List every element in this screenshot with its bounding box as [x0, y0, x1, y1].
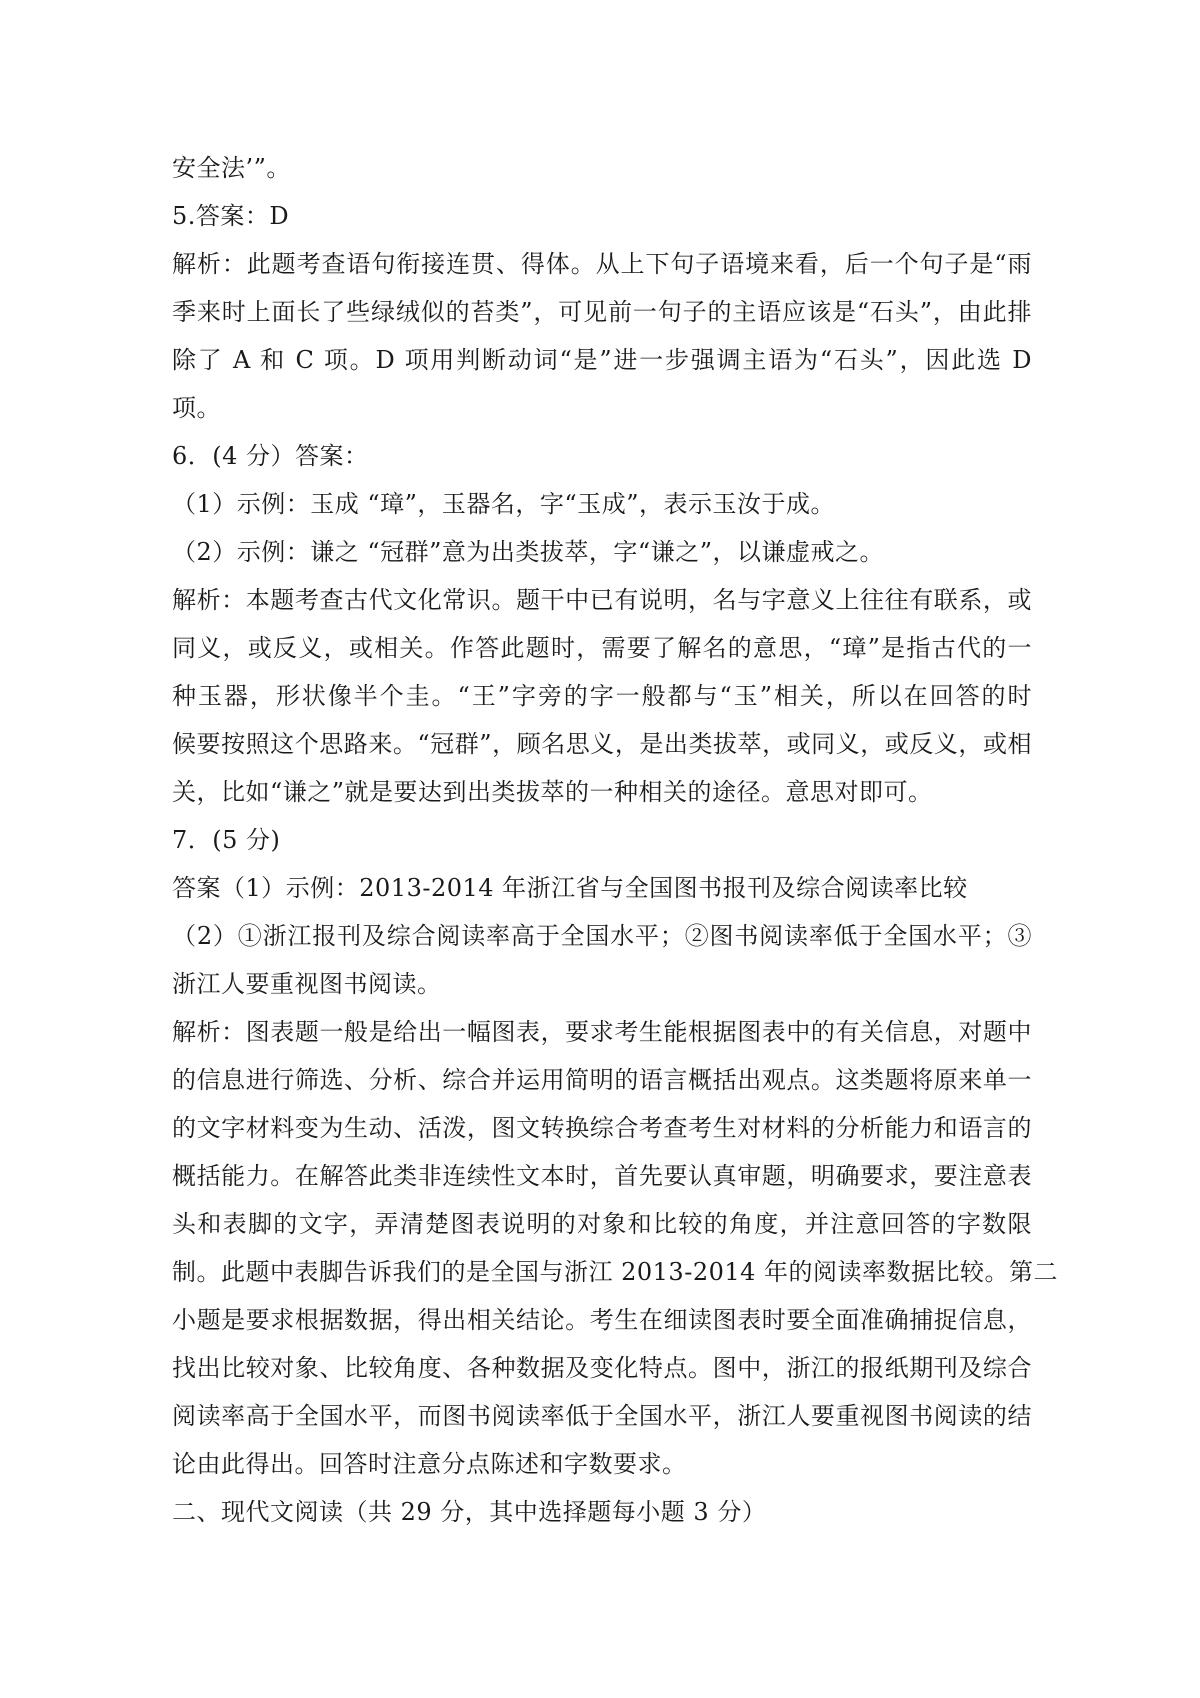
text-line: 阅读率高于全国水平，而图书阅读率低于全国水平，浙江人要重视图书阅读的结	[172, 1402, 1032, 1430]
answer-5-heading: 5.答案：D	[172, 202, 290, 230]
text-line: 概括能力。在解答此类非连续性文本时，首先要认真审题，明确要求，要注意表	[172, 1162, 1032, 1190]
text-line: 除了 A 和 C 项。D 项用判断动词“是”进一步强调主语为“石头”，因此选 D	[172, 346, 1032, 374]
text-line: 安全法’”。	[172, 154, 291, 182]
text-line: 答案（1）示例：2013-2014 年浙江省与全国图书报刊及综合阅读率比较	[172, 874, 968, 902]
text-line: 的文字材料变为生动、活泼，图文转换综合考查考生对材料的分析能力和语言的	[172, 1114, 1032, 1142]
text-line: 浙江人要重视图书阅读。	[172, 970, 442, 998]
text-line: （2）示例：谦之 “冠群”意为出类拔萃，字“谦之”，以谦虚戒之。	[172, 538, 884, 566]
text-line: 解析：图表题一般是给出一幅图表，要求考生能根据图表中的有关信息，对题中	[172, 1018, 1032, 1046]
text-line: 项。	[172, 394, 221, 422]
text-line: 解析：此题考查语句衔接连贯、得体。从上下句子语境来看，后一个句子是“雨	[172, 250, 1032, 278]
text-line: 头和表脚的文字，弄清楚图表说明的对象和比较的角度，并注意回答的字数限	[172, 1210, 1032, 1238]
text-line: 的信息进行筛选、分析、综合并运用简明的语言概括出观点。这类题将原来单一	[172, 1066, 1032, 1094]
text-line: 制。此题中表脚告诉我们的是全国与浙江 2013-2014 年的阅读率数据比较。第二	[172, 1258, 1059, 1286]
text-line: （2）①浙江报刊及综合阅读率高于全国水平；②图书阅读率低于全国水平；③	[172, 922, 1032, 950]
text-line: （1）示例：玉成 “璋”，玉器名，字“玉成”，表示玉汝于成。	[172, 490, 835, 518]
question-6-heading: 6．(4 分）答案：	[172, 442, 369, 470]
text-line: 候要按照这个思路来。“冠群”，顾名思义，是出类拔萃，或同义，或反义，或相	[172, 730, 1032, 758]
section-heading: 二、现代文阅读（共 29 分，其中选择题每小题 3 分）	[172, 1498, 767, 1526]
text-line: 同义，或反义，或相关。作答此题时，需要了解名的意思，“璋”是指古代的一	[172, 634, 1032, 662]
text-line: 关，比如“谦之”就是要达到出类拔萃的一种相关的途径。意思对即可。	[172, 778, 933, 806]
text-line: 种玉器，形状像半个圭。“王”字旁的字一般都与“玉”相关，所以在回答的时	[172, 682, 1032, 710]
text-line: 解析：本题考查古代文化常识。题干中已有说明，名与字意义上往往有联系，或	[172, 586, 1032, 614]
text-line: 论由此得出。回答时注意分点陈述和字数要求。	[172, 1450, 687, 1478]
text-line: 找出比较对象、比较角度、各种数据及变化特点。图中，浙江的报纸期刊及综合	[172, 1354, 1032, 1382]
text-line: 季来时上面长了些绿绒似的苔类”，可见前一句子的主语应该是“石头”，由此排	[172, 298, 1032, 326]
question-7-heading: 7．(5 分)	[172, 826, 281, 854]
text-line: 小题是要求根据数据，得出相关结论。考生在细读图表时要全面准确捕捉信息，	[172, 1306, 1032, 1334]
